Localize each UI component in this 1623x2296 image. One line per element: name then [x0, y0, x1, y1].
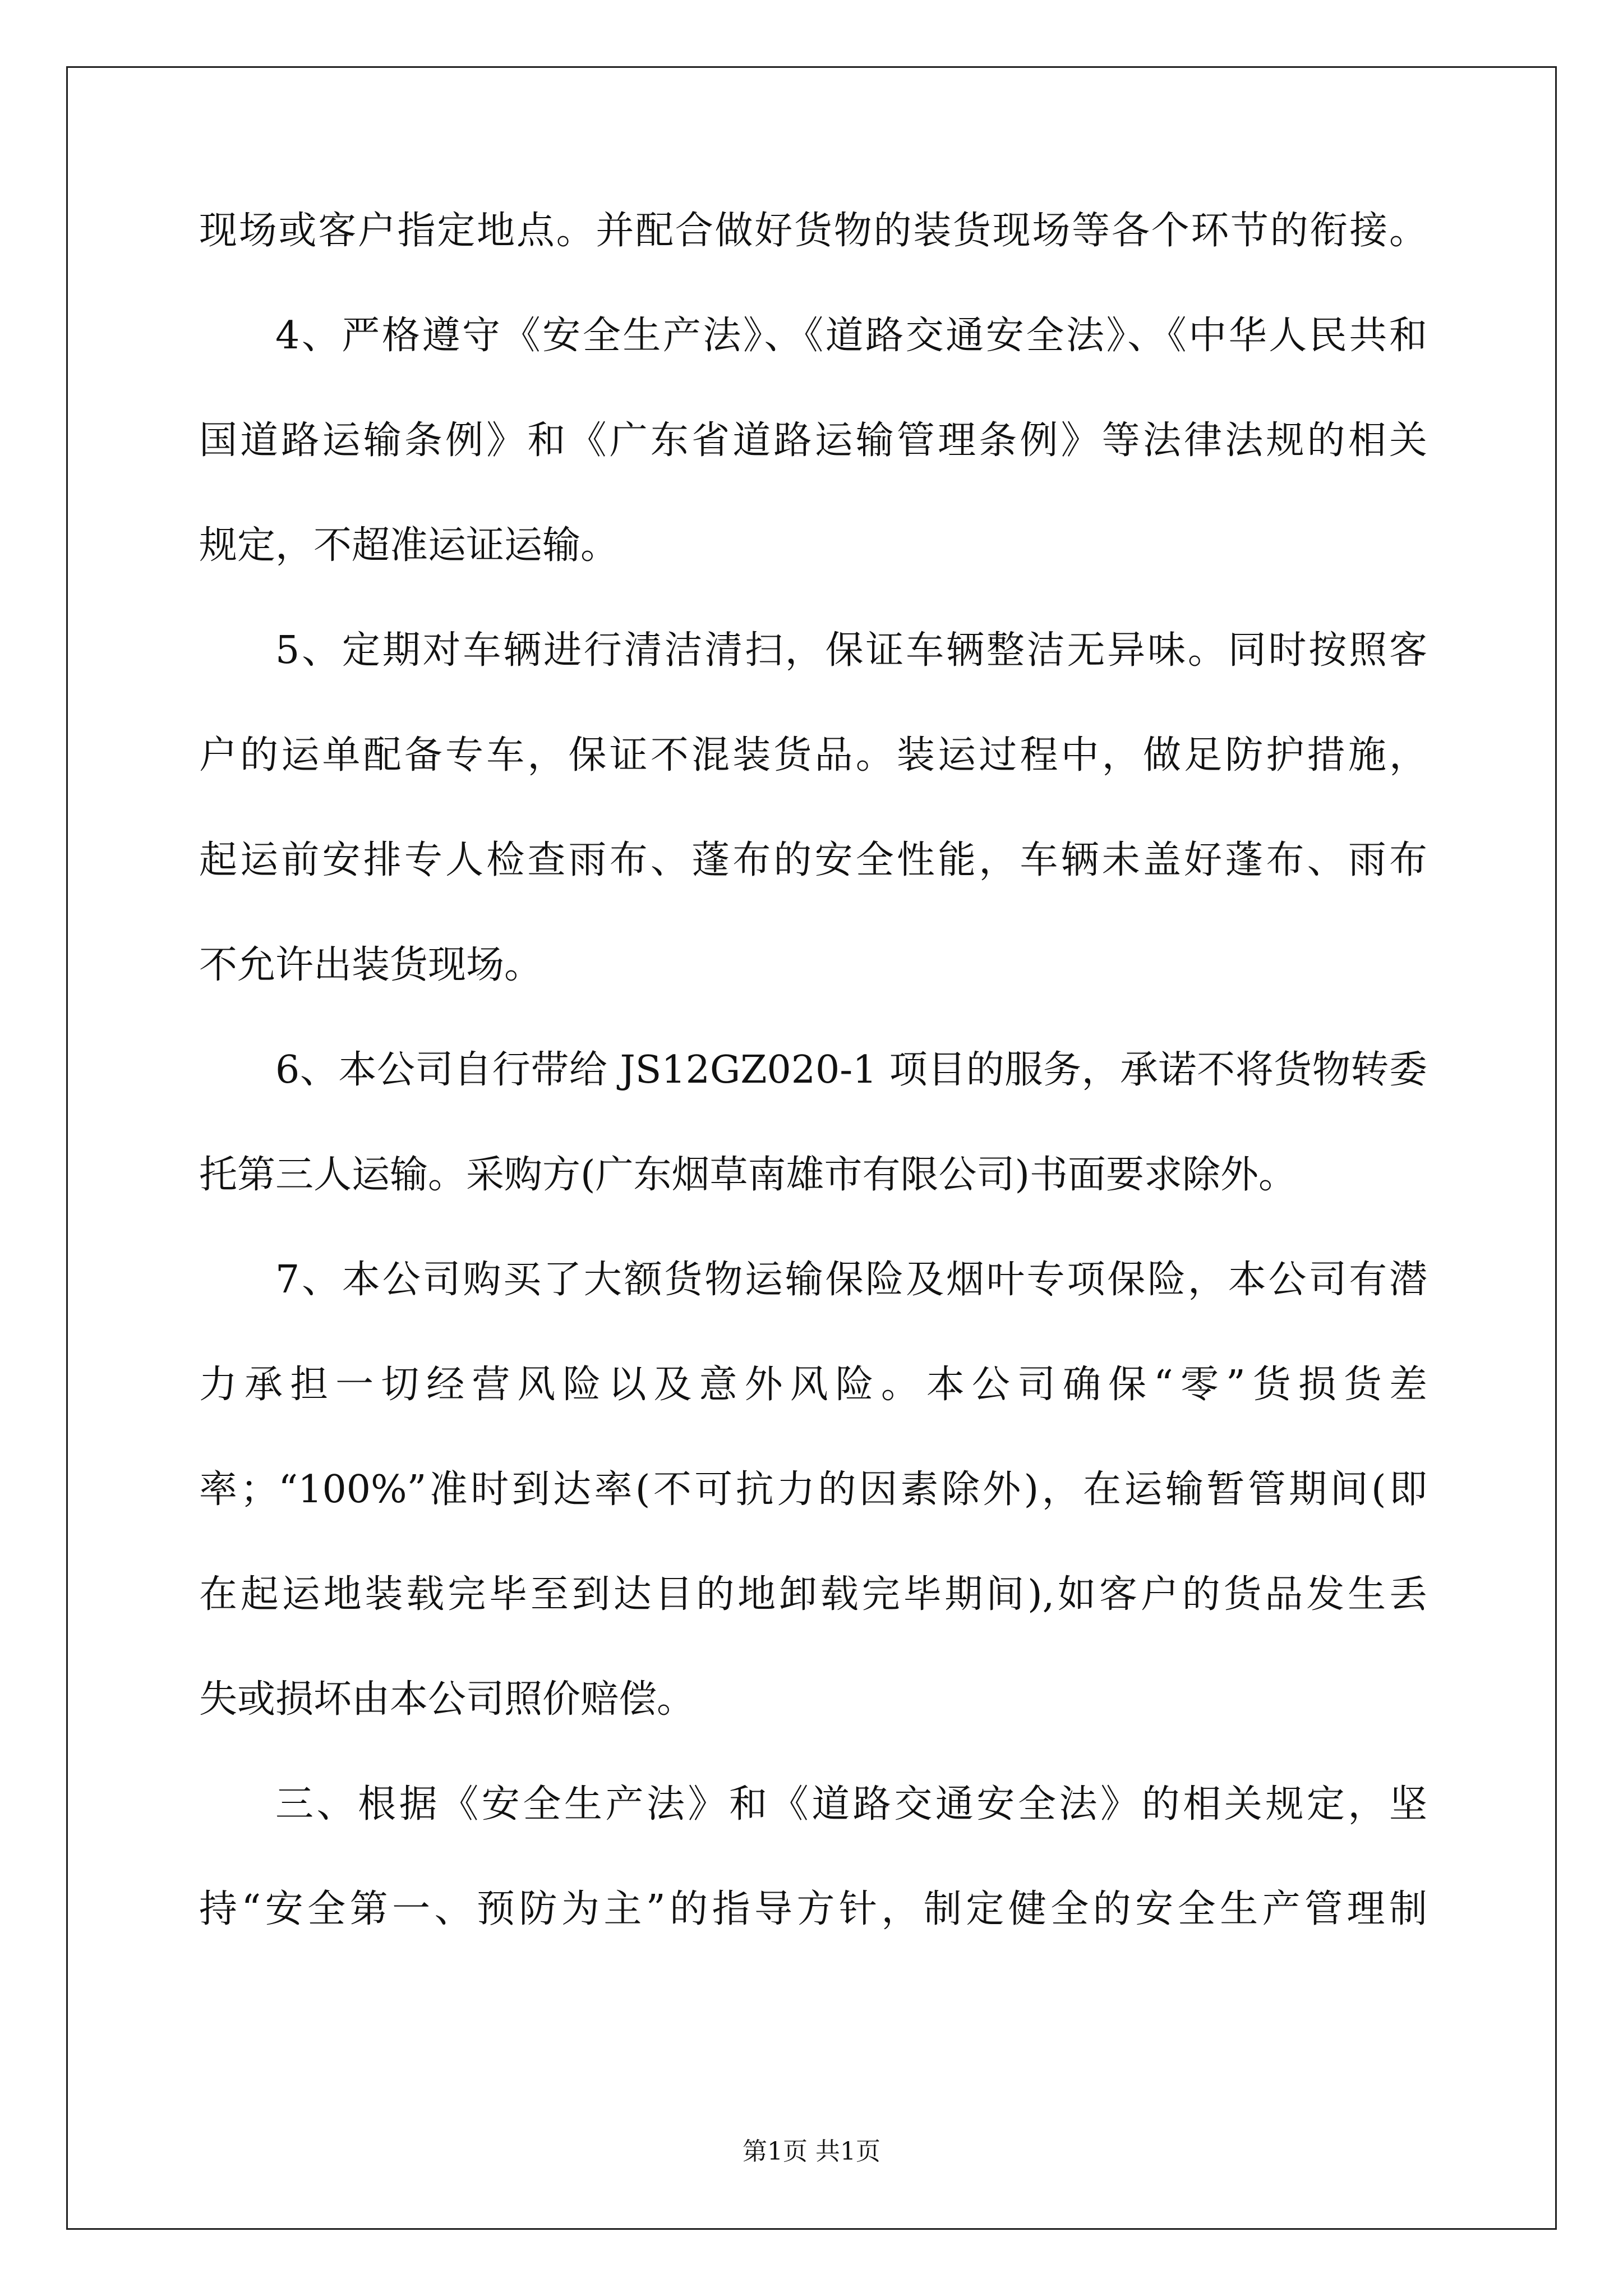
text-line: 不允许出装货现场。: [199, 943, 543, 987]
paragraph-6-line: 6、本公司自行带给 JS12GZ020-1 项目的服务，承诺不将货物转委: [275, 1048, 1427, 1092]
text-line: 力承担一切经营风险以及意外风险。本公司确保“零”货损货差: [199, 1363, 1427, 1407]
text-line: 现场或客户指定地点。并配合做好货物的装货现场等各个环节的衔接。: [199, 209, 1427, 253]
text-line: 失或损坏由本公司照价赔偿。: [199, 1677, 695, 1722]
text-line: 托第三人运输。采购方(广东烟草南雄市有限公司)书面要求除外。: [199, 1153, 1297, 1197]
paragraph-4-line: 4、严格遵守《安全生产法》、《道路交通安全法》、《中华人民共和: [275, 314, 1427, 358]
text-line: 在起运地装载完毕至到达目的地卸载完毕期间),如客户的货品发生丢: [199, 1572, 1427, 1617]
text-line: 率；“100%”准时到达率(不可抗力的因素除外)，在运输暂管期间(即: [199, 1467, 1427, 1512]
text-line: 国道路运输条例》和《广东省道路运输管理条例》等法律法规的相关: [199, 418, 1427, 463]
document-body: [199, 209, 1427, 1992]
paragraph-7-line: 7、本公司购买了大额货物运输保险及烟叶专项保险，本公司有潜: [275, 1258, 1427, 1302]
paragraph-5-line: 5、定期对车辆进行清洁清扫，保证车辆整洁无异味。同时按照客: [275, 628, 1427, 673]
section-3-line: 三、根据《安全生产法》和《道路交通安全法》的相关规定，坚: [275, 1782, 1427, 1826]
text-line: 起运前安排专人检查雨布、蓬布的安全性能，车辆未盖好蓬布、雨布: [199, 838, 1427, 882]
text-line: 户的运单配备专车，保证不混装货品。装运过程中，做足防护措施，: [199, 733, 1427, 777]
page-number-footer: 第1页 共1页: [743, 2137, 880, 2166]
text-line: 规定，不超准运证运输。: [199, 523, 619, 568]
text-line: 持“安全第一、预防为主”的指导方针，制定健全的安全生产管理制: [199, 1887, 1427, 1931]
